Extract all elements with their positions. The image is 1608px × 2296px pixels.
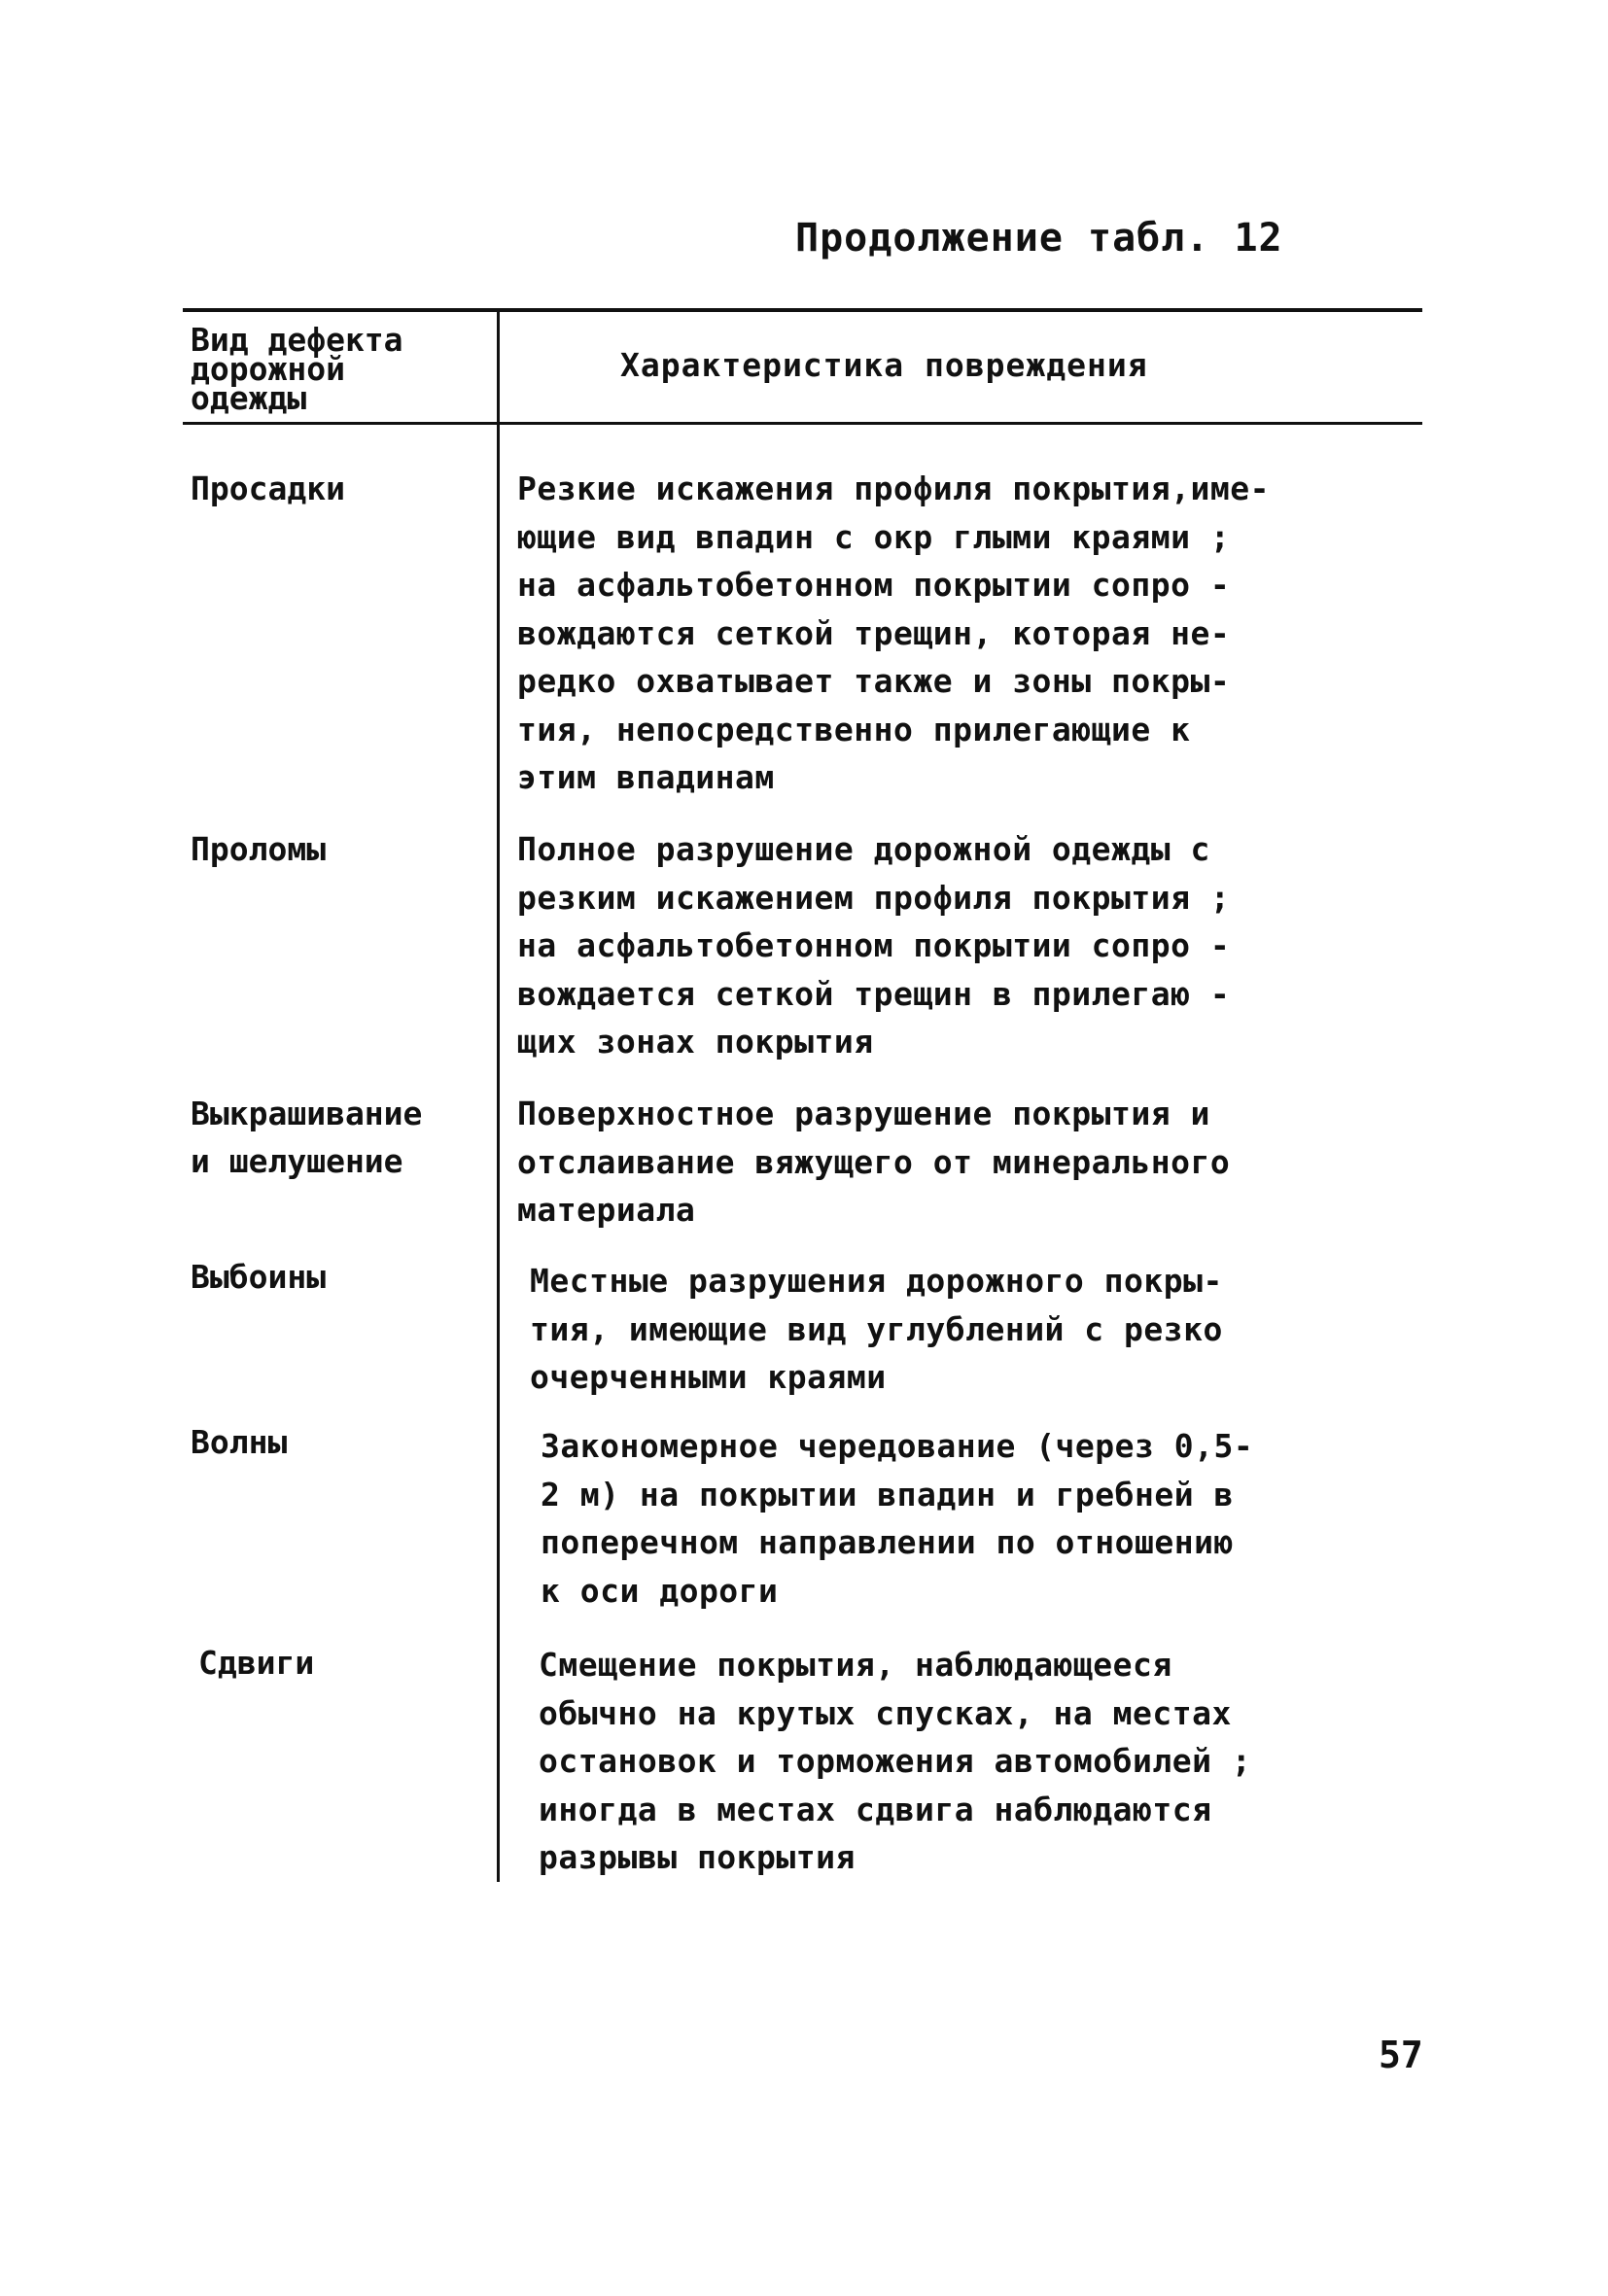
row-desc-line: остановок и торможения автомобилей ; — [539, 1742, 1252, 1780]
row-type-line: Просадки — [191, 470, 345, 507]
row-desc-waves — [541, 1422, 1435, 1615]
row-type-line: Выбоины — [191, 1258, 327, 1296]
row-desc-line: редко охватывает также и зоны покры- — [517, 662, 1231, 700]
row-desc-subsidence — [517, 465, 1412, 802]
page-number: 57 — [1379, 2034, 1423, 2076]
row-desc-line: отслаивание вяжущего от минерального — [517, 1142, 1231, 1181]
row-desc-line: резким искажением профиля покрытия ; — [517, 878, 1231, 917]
row-type-shear — [198, 1639, 500, 1687]
row-desc-breakthroughs — [517, 825, 1412, 1066]
header-defect-type — [191, 321, 492, 417]
row-desc-line: Местные разрушения дорожного покры- — [530, 1262, 1223, 1300]
row-desc-line: обычно на крутых спусках, на местах — [539, 1693, 1232, 1732]
row-desc-shear — [539, 1641, 1433, 1882]
table-header-rule — [183, 422, 1422, 425]
row-desc-line: Резкие искажения профиля покрытия,име- — [517, 470, 1270, 507]
header-damage-description: Характеристика повреждения — [620, 346, 1148, 384]
row-desc-line: разрывы покрытия — [539, 1838, 856, 1876]
row-desc-line: тия, имеющие вид углублений с резко — [530, 1309, 1223, 1348]
row-type-breakthroughs — [191, 825, 492, 873]
row-desc-line: Поверхностное разрушение покрытия и — [517, 1095, 1210, 1132]
row-type-waves — [191, 1418, 492, 1466]
row-desc-line: щих зонах покрытия — [517, 1023, 874, 1061]
header-defect-type-line: Вид дефекта — [191, 321, 403, 359]
row-desc-line: Смещение покрытия, наблюдающееся — [539, 1646, 1172, 1684]
row-desc-line: ющие вид впадин с окр глыми краями ; — [517, 517, 1231, 556]
row-desc-line: вождаются сеткой трещин, которая не- — [517, 613, 1231, 652]
row-desc-line: этим впадинам — [517, 758, 775, 796]
row-desc-line: очерченными краями — [530, 1358, 887, 1396]
row-desc-line: поперечном направлении по отношению — [541, 1523, 1234, 1561]
row-desc-line: материала — [517, 1191, 696, 1229]
header-defect-type-line: дорожной — [191, 350, 345, 388]
row-type-raveling — [191, 1090, 492, 1185]
row-type-line: и шелушение — [191, 1142, 403, 1180]
row-type-subsidence — [191, 465, 492, 512]
header-defect-type-line: одежды — [191, 379, 307, 417]
row-desc-line: вождается сеткой трещин в прилегаю - — [517, 974, 1231, 1013]
row-desc-line: Полное разрушение дорожной одежды с — [517, 830, 1210, 868]
row-desc-line: на асфальтобетонном покрытии сопро - — [517, 566, 1231, 604]
row-desc-line: 2 м) на покрытии впадин и гребней в — [541, 1475, 1234, 1513]
row-desc-line: на асфальтобетонном покрытии сопро - — [517, 926, 1231, 964]
table-caption: Продолжение табл. 12 — [795, 216, 1283, 261]
row-type-line: Волны — [191, 1423, 288, 1461]
row-desc-raveling — [517, 1090, 1412, 1235]
table-top-rule — [183, 308, 1422, 312]
row-desc-line: Закономерное чередование (через 0,5- — [541, 1427, 1254, 1465]
row-desc-line: иногда в местах сдвига наблюдаются — [539, 1790, 1212, 1828]
row-type-line: Сдвиги — [198, 1644, 315, 1682]
row-desc-line: к оси дороги — [541, 1571, 779, 1610]
row-desc-potholes — [530, 1257, 1424, 1402]
row-desc-line: тия, непосредственно прилегающие к — [517, 710, 1191, 748]
row-type-line: Выкрашивание — [191, 1095, 423, 1132]
row-type-line: Проломы — [191, 830, 327, 868]
row-type-potholes — [191, 1253, 492, 1301]
